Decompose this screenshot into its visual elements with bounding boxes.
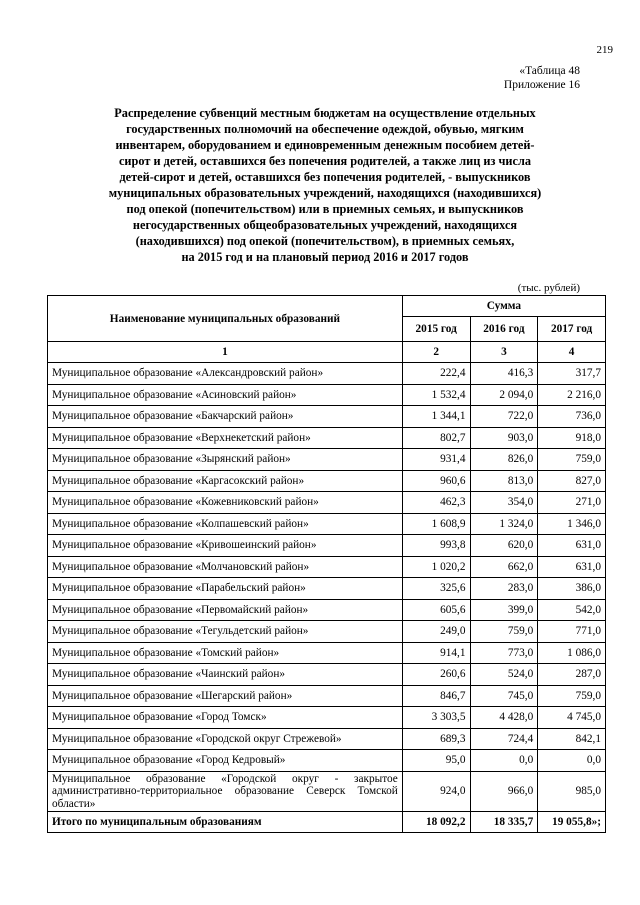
value-2016: 813,0: [470, 470, 538, 492]
value-2017: 4 745,0: [538, 707, 606, 729]
table-row: [48, 707, 606, 729]
value-2016: 4 428,0: [470, 707, 538, 729]
document-title: [70, 105, 580, 265]
value-2016: 773,0: [470, 642, 538, 664]
value-2017: 0,0: [538, 750, 606, 772]
value-2015: 3 303,5: [402, 707, 470, 729]
value-2015: 802,7: [402, 427, 470, 449]
value-2016: 2 094,0: [470, 384, 538, 406]
year-header-2015: 2015 год: [402, 317, 470, 342]
value-2016: 354,0: [470, 492, 538, 514]
municipality-name: Муниципальное образование «Город Кедровый»: [48, 750, 403, 772]
table-row: [48, 621, 606, 643]
total-2016: 18 335,7: [470, 812, 538, 833]
municipality-name: Муниципальное образование «Шегарский район»: [48, 685, 403, 707]
value-2017: 842,1: [538, 728, 606, 750]
municipality-name: Муниципальное образование «Каргасокский район»: [48, 470, 403, 492]
value-2015: 914,1: [402, 642, 470, 664]
table-row: [48, 492, 606, 514]
municipality-name: Муниципальное образование «Парабельский район»: [48, 578, 403, 600]
municipality-name: Муниципальное образование «Томский район»: [48, 642, 403, 664]
total-label: Итого по муниципальным образованиям: [48, 812, 403, 833]
value-2015: 924,0: [402, 771, 470, 812]
municipality-name: Муниципальное образование «Верхнекетский район»: [48, 427, 403, 449]
value-2017: 759,0: [538, 685, 606, 707]
table-row: [48, 406, 606, 428]
title-line: детей-сирот и детей, оставшихся без попечения родителей, - выпускников: [119, 170, 531, 184]
value-2015: 1 344,1: [402, 406, 470, 428]
value-2015: 1 532,4: [402, 384, 470, 406]
col-number: 1: [48, 342, 403, 363]
table-row: [48, 535, 606, 557]
table-row: [48, 750, 606, 772]
title-line: государственных полномочий на обеспечение одеждой, обувью, мягким: [126, 122, 524, 136]
value-2015: 1 608,9: [402, 513, 470, 535]
value-2015: 960,6: [402, 470, 470, 492]
value-2016: 745,0: [470, 685, 538, 707]
value-2016: 399,0: [470, 599, 538, 621]
col-number: 4: [538, 342, 606, 363]
value-2017: 1 346,0: [538, 513, 606, 535]
municipality-name: Муниципальное образование «Бакчарский район»: [48, 406, 403, 428]
col-number: 2: [402, 342, 470, 363]
value-2015: 605,6: [402, 599, 470, 621]
title-line: сирот и детей, оставшихся без попечения родителей, а также лиц из числа: [118, 154, 532, 168]
table-row: [48, 363, 606, 385]
total-row: [48, 812, 606, 833]
value-2016: 283,0: [470, 578, 538, 600]
title-line: негосударственных общеобразовательных учреждений, находящихся: [132, 218, 518, 232]
title-line: инвентарем, оборудованием и единовременным денежным пособием детей-: [115, 138, 535, 152]
value-2015: 249,0: [402, 621, 470, 643]
value-2015: 260,6: [402, 664, 470, 686]
title-line: муниципальных образовательных учреждений, находящихся (находившихся): [108, 186, 542, 200]
title-line: (находившихся) под опекой (попечительством), в приемных семьях,: [135, 234, 515, 248]
value-2016: 903,0: [470, 427, 538, 449]
value-2017: 771,0: [538, 621, 606, 643]
value-2016: 826,0: [470, 449, 538, 471]
value-2017: 827,0: [538, 470, 606, 492]
table-row: [48, 685, 606, 707]
value-2015: 846,7: [402, 685, 470, 707]
value-2015: 931,4: [402, 449, 470, 471]
value-2015: 689,3: [402, 728, 470, 750]
table-header-note: [504, 64, 580, 92]
col-number: 3: [470, 342, 538, 363]
year-header-2016: 2016 год: [470, 317, 538, 342]
table-label: «Таблица 48: [519, 65, 580, 77]
municipality-name: Муниципальное образование «Кривошеинский район»: [48, 535, 403, 557]
value-2016: 722,0: [470, 406, 538, 428]
value-2017: 2 216,0: [538, 384, 606, 406]
value-2016: 662,0: [470, 556, 538, 578]
subvention-table: [47, 295, 606, 833]
page-number: 219: [596, 44, 613, 56]
table-row: [48, 599, 606, 621]
municipality-name: Муниципальное образование «Асиновский район»: [48, 384, 403, 406]
value-2017: 542,0: [538, 599, 606, 621]
municipality-name: Муниципальное образование «Городской округ - закрытое административно-территориальное образование Северск Томской области»: [48, 771, 403, 812]
value-2015: 1 020,2: [402, 556, 470, 578]
municipality-name: Муниципальное образование «Кожевниковский район»: [48, 492, 403, 514]
value-2017: 918,0: [538, 427, 606, 449]
municipality-name: Муниципальное образование «Чаинский район»: [48, 664, 403, 686]
title-line: Распределение субвенций местным бюджетам на осуществление отдельных: [114, 106, 536, 120]
total-2017: 19 055,8»;: [538, 812, 606, 833]
table-row: [48, 642, 606, 664]
value-2015: 222,4: [402, 363, 470, 385]
value-2015: 993,8: [402, 535, 470, 557]
value-2017: 317,7: [538, 363, 606, 385]
table-row: [48, 427, 606, 449]
value-2016: 620,0: [470, 535, 538, 557]
value-2015: 462,3: [402, 492, 470, 514]
value-2016: 524,0: [470, 664, 538, 686]
appendix-label: Приложение 16: [503, 79, 580, 91]
municipality-name: Муниципальное образование «Александровский район»: [48, 363, 403, 385]
value-2017: 287,0: [538, 664, 606, 686]
value-2016: 1 324,0: [470, 513, 538, 535]
table-row: [48, 728, 606, 750]
value-2015: 95,0: [402, 750, 470, 772]
table-row: [48, 449, 606, 471]
title-line: под опекой (попечительством) или в приемных семьях, и выпускников: [126, 202, 524, 216]
value-2017: 271,0: [538, 492, 606, 514]
col-name-header: Наименование муниципальных образований: [48, 296, 403, 342]
value-2017: 736,0: [538, 406, 606, 428]
municipality-name: Муниципальное образование «Городской округ Стрежевой»: [48, 728, 403, 750]
year-header-2017: 2017 год: [538, 317, 606, 342]
value-2017: 759,0: [538, 449, 606, 471]
sum-header: Сумма: [402, 296, 605, 317]
table-row: [48, 771, 606, 812]
value-2016: 416,3: [470, 363, 538, 385]
value-2016: 0,0: [470, 750, 538, 772]
municipality-name: Муниципальное образование «Город Томск»: [48, 707, 403, 729]
total-2015: 18 092,2: [402, 812, 470, 833]
value-2017: 631,0: [538, 535, 606, 557]
municipality-name: Муниципальное образование «Зырянский район»: [48, 449, 403, 471]
value-2015: 325,6: [402, 578, 470, 600]
table-row: [48, 513, 606, 535]
table-row: [48, 384, 606, 406]
table-row: [48, 578, 606, 600]
value-2016: 759,0: [470, 621, 538, 643]
table-row: [48, 470, 606, 492]
value-2017: 1 086,0: [538, 642, 606, 664]
municipality-name: Муниципальное образование «Молчановский район»: [48, 556, 403, 578]
value-2017: 631,0: [538, 556, 606, 578]
value-2016: 724,4: [470, 728, 538, 750]
title-line: на 2015 год и на плановый период 2016 и 2017 годов: [181, 250, 469, 264]
value-2016: 966,0: [470, 771, 538, 812]
municipality-name: Муниципальное образование «Первомайский район»: [48, 599, 403, 621]
table-row: [48, 664, 606, 686]
units-label: (тыс. рублей): [517, 282, 580, 294]
table-row: [48, 556, 606, 578]
municipality-name: Муниципальное образование «Колпашевский район»: [48, 513, 403, 535]
municipality-name: Муниципальное образование «Тегульдетский район»: [48, 621, 403, 643]
value-2017: 386,0: [538, 578, 606, 600]
value-2017: 985,0: [538, 771, 606, 812]
